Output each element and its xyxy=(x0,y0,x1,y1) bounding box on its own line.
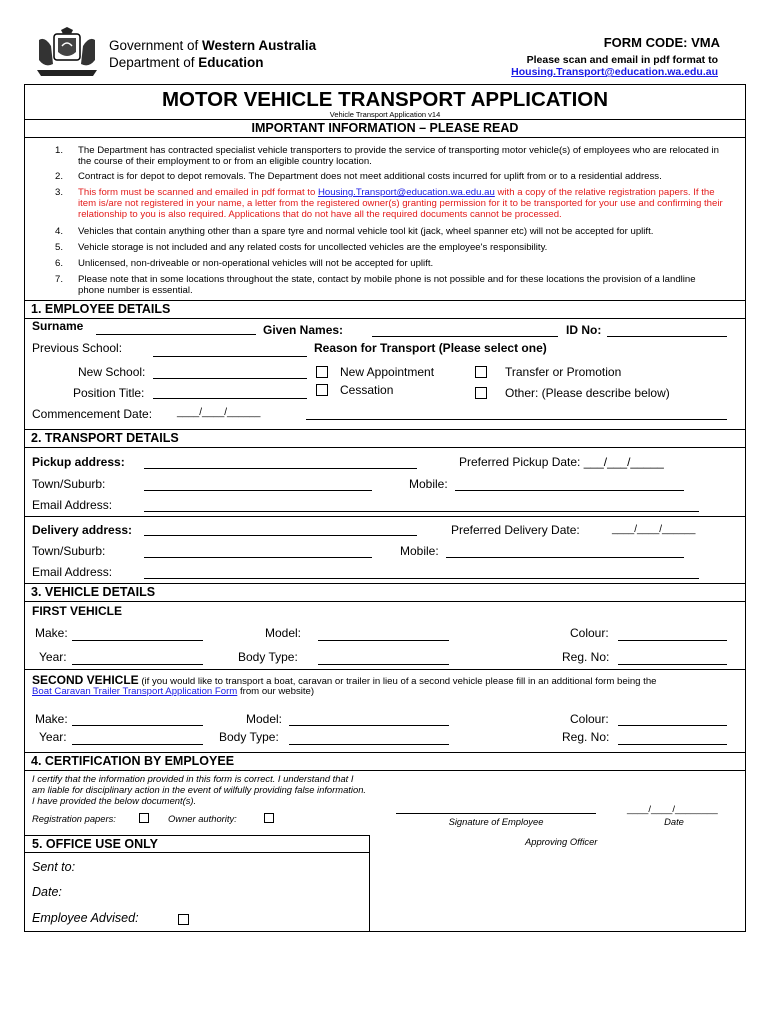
previous-school-label: Previous School: xyxy=(32,341,123,355)
pickup-mobile-label: Mobile: xyxy=(409,477,448,491)
info-item-4: Vehicles that contain anything other than a spare tyre and normal vehicle tool kit (jack, wheel spanner etc) will not be accepted for uplift. xyxy=(78,226,654,237)
certification-date-field[interactable]: ____/____/________ xyxy=(627,804,718,815)
make-label: Make: xyxy=(35,712,68,726)
info-item-3: This form must be scanned and emailed in pdf format to Housing.Transport@education.wa.edu.au with a copy of the relative registration papers. If the item is/are not registered in your name, a letter from the registered owner(s) granting permission for it to be transported for your use and confirming their relationship to you is also required. Applications that do not have all the required documents cannot be processed. xyxy=(78,187,723,220)
second-vehicle-heading: SECOND VEHICLE (if you would like to transport a boat, caravan or trailer in lieu of a second vehicle please fill in an additional form being the xyxy=(32,673,657,687)
approving-officer-label: Approving Officer xyxy=(525,836,598,847)
year-label: Year: xyxy=(39,730,67,744)
info-item-6: Unlicensed, non-driveable or non-operational vehicles will not be accepted for uplift. xyxy=(78,258,434,269)
pickup-address-field[interactable] xyxy=(144,468,417,469)
position-title-field[interactable] xyxy=(153,398,307,399)
commencement-date-field[interactable]: ____/____/______ xyxy=(177,407,261,418)
delivery-address-label: Delivery address: xyxy=(32,523,133,537)
form-right-border xyxy=(745,84,746,932)
reg-no-label: Reg. No: xyxy=(562,650,610,664)
office-box-right xyxy=(369,835,370,932)
delivery-email-field[interactable] xyxy=(144,578,699,579)
pickup-email-field[interactable] xyxy=(144,511,699,512)
model-label: Model: xyxy=(265,626,302,640)
transport-divider xyxy=(25,516,745,517)
boat-caravan-trailer-form-link[interactable]: Boat Caravan Trailer Transport Application Form xyxy=(32,686,238,697)
colour-label: Colour: xyxy=(570,712,609,726)
office-use-heading: 5. OFFICE USE ONLY xyxy=(32,837,158,851)
first-colour-field[interactable] xyxy=(618,640,727,641)
certification-heading: 4. CERTIFICATION BY EMPLOYEE xyxy=(31,754,235,768)
scan-note: Please scan and email in pdf format to xyxy=(526,54,718,66)
item-number: 1. xyxy=(54,145,63,156)
certification-statement: I certify that the information provided in this form is correct. I understand that I am liable for disciplinary action in the event of wilfully providing false information. I have provided the below document(s). xyxy=(32,773,367,806)
delivery-email-label: Email Address: xyxy=(32,565,113,579)
other-reason-description-field[interactable] xyxy=(306,419,727,420)
vehicle-details-heading: 3. VEHICLE DETAILS xyxy=(31,585,156,599)
pickup-address-label: Pickup address: xyxy=(32,455,125,469)
item-number: 4. xyxy=(54,226,63,237)
second-body-type-field[interactable] xyxy=(289,744,449,745)
important-info-heading-bar xyxy=(25,119,745,138)
employee-details-heading: 1. EMPLOYEE DETAILS xyxy=(31,302,171,316)
form-code: FORM CODE: VMA xyxy=(603,35,720,50)
vehicle-details-heading-bar xyxy=(25,583,745,602)
surname-field[interactable] xyxy=(96,334,256,335)
sent-to-label: Sent to: xyxy=(32,860,76,874)
cessation-checkbox[interactable] xyxy=(316,384,328,396)
first-reg-no-field[interactable] xyxy=(618,664,727,665)
gov-line-1: Government of Western Australia xyxy=(109,38,317,53)
cessation-label: Cessation xyxy=(340,383,394,397)
employee-signature-line[interactable] xyxy=(396,813,596,814)
employee-advised-label: Employee Advised: xyxy=(32,911,139,925)
info-item-1: The Department has contracted specialist vehicle transporters to provide the service of transporting motor vehicle(s) of employees who are relocated in the course of their employment to or from an eligible country location. xyxy=(78,145,719,167)
office-date-label: Date: xyxy=(32,885,62,899)
pickup-town-label: Town/Suburb: xyxy=(32,477,106,491)
second-model-field[interactable] xyxy=(289,725,449,726)
employee-advised-checkbox[interactable] xyxy=(178,914,189,925)
other-reason-label: Other: (Please describe below) xyxy=(505,386,670,400)
first-vehicle-heading: FIRST VEHICLE xyxy=(32,604,123,618)
model-label: Model: xyxy=(246,712,283,726)
form-left-border xyxy=(24,84,25,932)
item-number: 5. xyxy=(54,242,63,253)
housing-transport-email-link[interactable]: Housing.Transport@education.wa.edu.au xyxy=(511,66,718,78)
new-school-field[interactable] xyxy=(153,378,307,379)
preferred-delivery-label: Preferred Delivery Date: xyxy=(451,523,580,537)
commencement-date-label: Commencement Date: xyxy=(32,407,153,421)
owner-authority-label: Owner authority: xyxy=(168,813,237,824)
new-appointment-checkbox[interactable] xyxy=(316,366,328,378)
info-item-5: Vehicle storage is not included and any related costs for uncollected vehicles are the employee's responsibility. xyxy=(78,242,548,253)
new-appointment-label: New Appointment xyxy=(340,365,435,379)
info-email-link[interactable]: Housing.Transport@education.wa.edu.au xyxy=(317,187,495,198)
new-school-label: New School: xyxy=(78,365,146,379)
position-title-label: Position Title: xyxy=(73,386,145,400)
item-number: 3. xyxy=(54,187,63,198)
form-bottom-border xyxy=(24,931,746,932)
second-colour-field[interactable] xyxy=(618,725,727,726)
second-make-field[interactable] xyxy=(72,725,203,726)
delivery-mobile-field[interactable] xyxy=(446,557,684,558)
certification-heading-bar xyxy=(25,752,745,771)
other-reason-checkbox[interactable] xyxy=(475,387,487,399)
transfer-promotion-checkbox[interactable] xyxy=(475,366,487,378)
delivery-town-label: Town/Suburb: xyxy=(32,544,106,558)
make-label: Make: xyxy=(35,626,68,640)
important-info-heading: IMPORTANT INFORMATION – PLEASE READ xyxy=(251,121,519,135)
id-no-field[interactable] xyxy=(607,336,727,337)
vehicle-divider xyxy=(25,669,745,670)
pickup-town-field[interactable] xyxy=(144,490,372,491)
transport-details-heading: 2. TRANSPORT DETAILS xyxy=(31,431,179,445)
preferred-delivery-date-field[interactable]: ____/____/______ xyxy=(612,524,696,535)
transport-details-heading-bar xyxy=(25,429,745,448)
registration-papers-label: Registration papers: xyxy=(32,813,116,824)
info-item-7: Please note that in some locations throughout the state, contact by mobile phone is not possible and for these locations the provision of a landline phone number is essential. xyxy=(78,274,696,296)
body-type-label: Body Type: xyxy=(219,730,279,744)
wa-crest-logo xyxy=(31,26,103,82)
second-year-field[interactable] xyxy=(72,744,203,745)
pickup-mobile-field[interactable] xyxy=(455,490,684,491)
delivery-address-field[interactable] xyxy=(144,535,417,536)
second-reg-no-field[interactable] xyxy=(618,744,727,745)
preferred-pickup-date[interactable]: Preferred Pickup Date: ___/___/_____ xyxy=(459,455,664,469)
item-number: 7. xyxy=(54,274,63,285)
item-number: 2. xyxy=(54,171,63,182)
version-label: Vehicle Transport Application v14 xyxy=(329,110,441,119)
office-box-top xyxy=(25,835,370,836)
gov-line-2: Department of Education xyxy=(109,55,264,70)
signature-caption: Signature of Employee xyxy=(448,816,544,827)
body-type-label: Body Type: xyxy=(238,650,298,664)
reg-no-label: Reg. No: xyxy=(562,730,610,744)
registration-papers-checkbox[interactable] xyxy=(139,813,149,823)
owner-authority-checkbox[interactable] xyxy=(264,813,274,823)
colour-label: Colour: xyxy=(570,626,609,640)
first-model-field[interactable] xyxy=(318,640,449,641)
delivery-mobile-label: Mobile: xyxy=(400,544,439,558)
year-label: Year: xyxy=(39,650,67,664)
surname-label: Surname xyxy=(32,319,84,333)
date-caption: Date xyxy=(664,816,684,827)
employee-details-heading-bar xyxy=(25,300,745,319)
second-vehicle-note: Boat Caravan Trailer Transport Application Form from our website) xyxy=(32,686,315,697)
item-number: 6. xyxy=(54,258,63,269)
delivery-town-field[interactable] xyxy=(144,557,372,558)
previous-school-field[interactable] xyxy=(153,356,307,357)
reason-heading: Reason for Transport (Please select one) xyxy=(314,341,547,355)
first-body-type-field[interactable] xyxy=(318,664,449,665)
transfer-promotion-label: Transfer or Promotion xyxy=(505,365,622,379)
info-item-2: Contract is for depot to depot removals. The Department does not meet additional costs incurred for uplift from or to a residential address. xyxy=(78,171,662,182)
given-names-label: Given Names: xyxy=(263,323,344,337)
header-top-border xyxy=(25,84,745,85)
office-box-bottom xyxy=(25,852,370,853)
id-no-label: ID No: xyxy=(566,323,602,337)
given-names-field[interactable] xyxy=(372,336,558,337)
first-year-field[interactable] xyxy=(72,664,203,665)
pickup-email-label: Email Address: xyxy=(32,498,113,512)
first-make-field[interactable] xyxy=(72,640,203,641)
page-title: MOTOR VEHICLE TRANSPORT APPLICATION xyxy=(161,88,609,111)
